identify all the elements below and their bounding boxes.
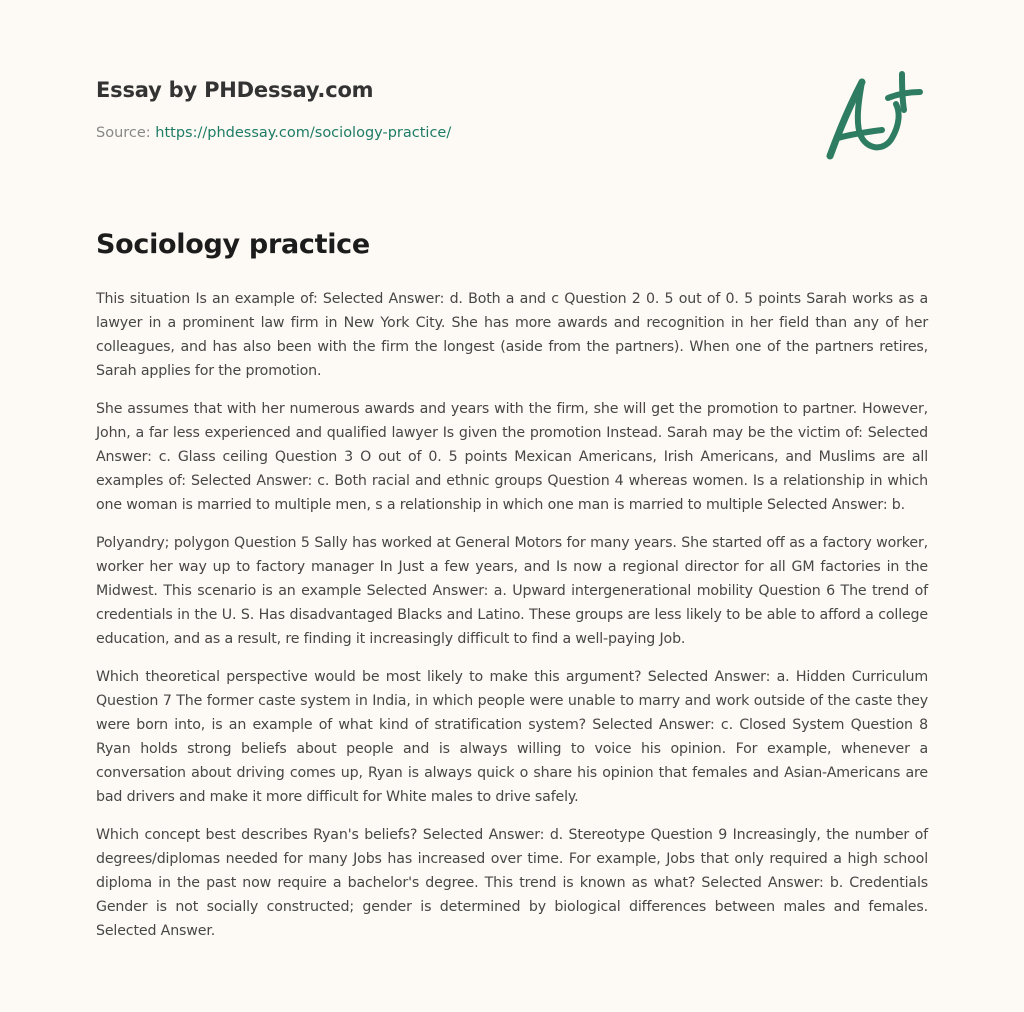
site-title: Essay by PHDessay.com: [96, 78, 374, 102]
essay-paragraph: She assumes that with her numerous awards and years with the firm, she will get the promotion to partner. However, John, a far less experienced and qualified lawyer Is given the promotion Instead. Sarah may be the victim of: Selected Answer: c. Glass ceiling Question 3 O out of 0. 5 points Mexican Americans, Irish Americans, and Muslims are all examples of: Selected Answer: c. Both racial and ethnic groups Question 4 whereas women. Is a relationship in which one woman is married to multiple men, s a relationship in which one man is married to multiple Selected Answer: b.: [96, 401, 928, 513]
source-line: [96, 123, 696, 143]
essay-paragraph: Which theoretical perspective would be most likely to make this argument? Selected Answer: a. Hidden Curriculum Question 7 The former caste system in India, in which people were unable to marry and work outside of the caste they were born into, is an example of what kind of stratification system? Selected Answer: c. Closed System Question 8 Ryan holds strong beliefs about people and is always willing to voice his opinion. For example, whenever a conversation about driving comes up, Ryan is always quick o share his opinion that females and Asian-Americans are bad drivers and make it more difficult for White males to drive safely.: [96, 669, 928, 805]
source-link[interactable]: https://phdessay.com/sociology-practice/: [155, 125, 452, 141]
essay-content: [96, 225, 928, 957]
essay-title: Sociology practice: [96, 229, 370, 260]
page-header: [96, 75, 696, 143]
essay-paragraph: This situation Is an example of: Selected Answer: d. Both a and c Question 2 0. 5 out of 0. 5 points Sarah works as a lawyer in a prominent law firm in New York City. She has more awards and recognition in her field than any of her colleagues, and has also been with the firm the longest (aside from the partners). When one of the partners retires, Sarah applies for the promotion.: [96, 291, 928, 379]
source-label: Source:: [96, 125, 151, 141]
essay-paragraph: Which concept best describes Ryan's beliefs? Selected Answer: d. Stereotype Question 9 Increasingly, the number of degrees/diplomas needed for many Jobs has increased over time. For example, Jobs that only required a high school diploma in the past now require a bachelor's degree. This trend is known as what? Selected Answer: b. Credentials Gender is not socially constructed; gender is determined by biological differences between males and females. Selected Answer.: [96, 827, 928, 939]
essay-paragraph: Polyandry; polygon Question 5 Sally has worked at General Motors for many years. She started off as a factory worker, worker her way up to factory manager In Just a few years, and Is now a regional director for all GM factories in the Midwest. This scenario is an example Selected Answer: a. Upward intergenerational mobility Question 6 The trend of credentials in the U. S. Has disadvantaged Blacks and Latino. These groups are less likely to be able to afford a college education, and as a result, re finding it increasingly difficult to find a well-paying Job.: [96, 535, 928, 647]
a-plus-grade-icon: [818, 64, 934, 170]
